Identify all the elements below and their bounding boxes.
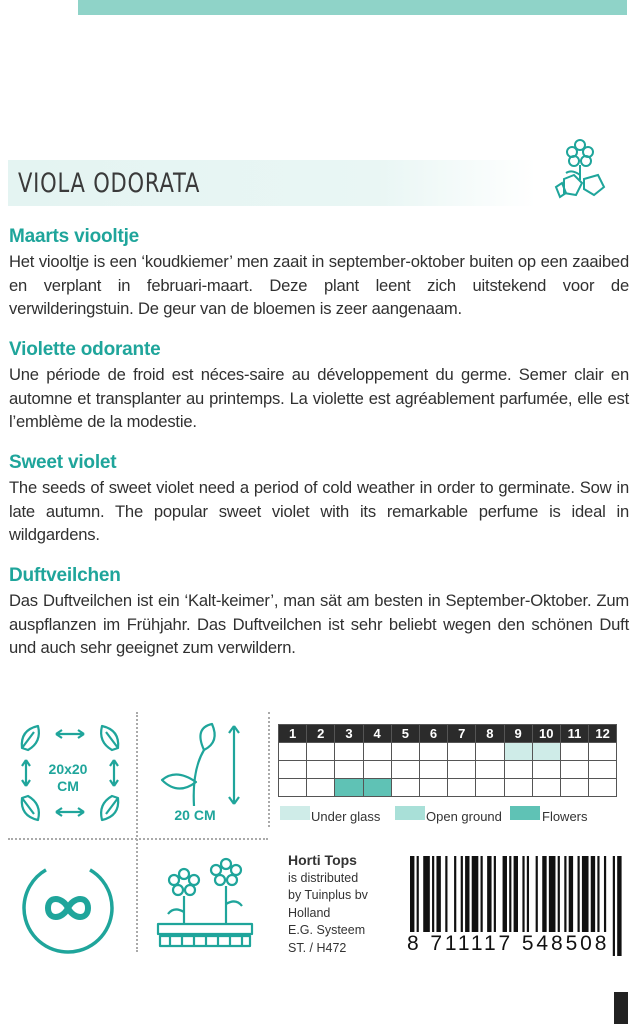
calendar-cell	[279, 761, 307, 779]
calendar-cell	[419, 779, 447, 797]
legend-swatch-under-glass	[280, 806, 310, 820]
distributor-line: Holland	[288, 905, 331, 920]
barcode-bar	[617, 856, 621, 956]
calendar-cell	[307, 743, 335, 761]
section-body: Het viooltje is een ‘koudkiemer’ men zaait in september-oktober buiten op een zaaibed en verplant in februari-maart. Deze plant leent zich uitstekend voor de verwilderingstuin. De geur van de bloemen is zeer aangenaam.	[9, 252, 629, 318]
section-heading: Maarts viooltje	[9, 226, 140, 247]
calendar-row-open-ground	[279, 761, 617, 779]
calendar-cell	[448, 743, 476, 761]
perennial-infinity-icon	[18, 858, 118, 958]
month-cell: 3	[335, 725, 363, 743]
calendar-month-row	[279, 725, 617, 743]
barcode-number: 8 711117 548508	[407, 932, 610, 955]
calendar-cell	[476, 761, 504, 779]
legend-swatch-open-ground	[395, 806, 425, 820]
month-cell: 10	[532, 725, 560, 743]
calendar-cell	[335, 779, 363, 797]
plant-height-icon	[154, 720, 254, 810]
calendar-cell	[335, 743, 363, 761]
flower-in-soil-icon	[550, 135, 610, 205]
calendar-cell	[363, 761, 391, 779]
height-label: 20 CM	[174, 807, 216, 823]
section-heading: Violette odorante	[9, 339, 161, 360]
legend-open-ground: Open ground	[426, 809, 502, 824]
calendar-cell	[448, 761, 476, 779]
section-body: The seeds of sweet violet need a period of cold weather in order to germinate. Sow in late autumn. The popular sweet violet with its remarkable perfume is ideal in wildgardens.	[9, 478, 629, 544]
calendar-cell	[589, 779, 617, 797]
calendar-cell	[279, 743, 307, 761]
sowing-calendar	[278, 724, 617, 797]
month-cell: 6	[419, 725, 447, 743]
calendar-cell	[504, 761, 532, 779]
calendar-cell	[560, 743, 588, 761]
calendar-cell	[476, 743, 504, 761]
section-body: Das Duftveilchen ist ein ‘Kalt-keimer’, man sät am besten in September-Oktober. Zum auspflanzen im Frühjahr. Das Duftveilchen ist sehr beliebt wegen den schönen Duft und auch sehr geeignet zum verwildern.	[9, 591, 629, 657]
divider	[268, 712, 270, 827]
calendar-cell	[419, 761, 447, 779]
month-cell: 2	[307, 725, 335, 743]
month-cell: 7	[448, 725, 476, 743]
legend-under-glass: Under glass	[311, 809, 381, 824]
calendar-cell	[279, 779, 307, 797]
distributor-info	[288, 852, 368, 957]
spacing-unit: CM	[57, 778, 79, 794]
calendar-cell	[504, 779, 532, 797]
calendar-cell	[391, 761, 419, 779]
calendar-cell	[476, 779, 504, 797]
distributor-line: ST. / H472	[288, 940, 347, 955]
distributor-line: by Tuinplus bv	[288, 888, 368, 902]
section-dutch	[9, 226, 629, 321]
corner-mark	[614, 992, 628, 1024]
month-cell: 1	[279, 725, 307, 743]
month-cell: 5	[391, 725, 419, 743]
divider	[136, 712, 138, 952]
top-color-bar	[78, 0, 627, 15]
month-cell: 8	[476, 725, 504, 743]
section-heading: Sweet violet	[9, 452, 117, 473]
calendar-cell	[504, 743, 532, 761]
month-cell: 12	[589, 725, 617, 743]
spacing-label	[38, 761, 98, 795]
spacing-grid-value: 20x20	[48, 761, 88, 777]
legend-swatch-flowers	[510, 806, 540, 820]
brand-name: Horti Tops	[288, 852, 357, 868]
month-cell: 4	[363, 725, 391, 743]
divider	[8, 838, 268, 840]
calendar-cell	[560, 761, 588, 779]
section-french	[9, 339, 629, 434]
calendar-row-flowers	[279, 779, 617, 797]
calendar-cell	[532, 743, 560, 761]
calendar-cell	[391, 779, 419, 797]
calendar-cell	[532, 779, 560, 797]
calendar-cell	[307, 761, 335, 779]
section-body: Une période de froid est néces-saire au développement du germe. Semer clair en automne et transplanter au printemps. La violette est agréablement parfumée, elle est l’emblème de la modestie.	[9, 365, 629, 431]
calendar-cell	[391, 743, 419, 761]
calendar-cell	[589, 761, 617, 779]
legend-flowers: Flowers	[542, 809, 588, 824]
distributor-line: is distributed	[288, 870, 359, 885]
calendar-cell	[532, 761, 560, 779]
calendar-cell	[419, 743, 447, 761]
page-title: VIOLA ODORATA	[18, 168, 201, 199]
calendar-cell	[448, 779, 476, 797]
month-cell: 11	[560, 725, 588, 743]
distributor-line: E.G. Systeem	[288, 923, 366, 937]
section-heading: Duftveilchen	[9, 565, 121, 586]
calendar-cell	[307, 779, 335, 797]
calendar-cell	[363, 779, 391, 797]
calendar-row-under-glass	[279, 743, 617, 761]
month-cell: 9	[504, 725, 532, 743]
calendar-cell	[589, 743, 617, 761]
seedling-tray-icon	[150, 852, 260, 952]
calendar-cell	[363, 743, 391, 761]
calendar-cell	[335, 761, 363, 779]
calendar-cell	[560, 779, 588, 797]
section-english	[9, 452, 629, 547]
section-german	[9, 565, 629, 660]
barcode-bar	[613, 856, 615, 956]
